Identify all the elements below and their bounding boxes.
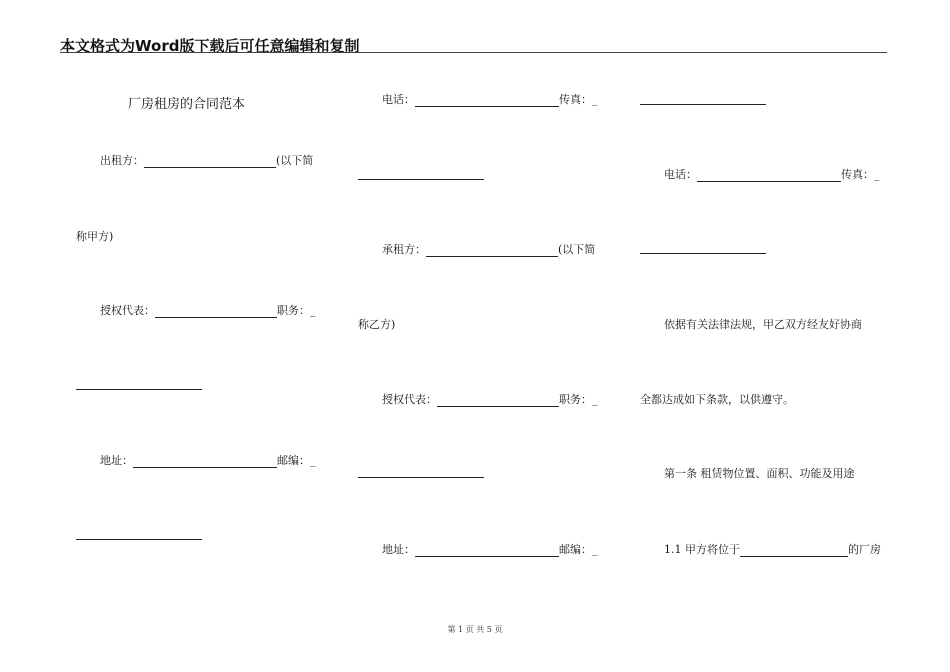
factory-location-blank xyxy=(740,545,848,557)
lessee-suffix: (以下简 xyxy=(558,243,596,256)
postcode-label: 邮编：_ xyxy=(559,543,598,556)
address-label: 地址： xyxy=(382,543,415,556)
lessee-address-line xyxy=(382,543,598,557)
lessee-suffix-continued: 称乙方) xyxy=(358,318,396,331)
phone-label: 电话： xyxy=(664,168,697,181)
address-blank xyxy=(133,456,277,468)
position-label: 职务：_ xyxy=(559,393,598,406)
address-label: 地址： xyxy=(100,454,133,467)
article-one-heading: 第一条 租赁物位置、面积、功能及用途 xyxy=(664,467,855,480)
document-header-title: 本文格式为Word版下载后可任意编辑和复制 xyxy=(60,37,360,55)
fax-label: 传真：_ xyxy=(559,93,598,106)
lessor-auth-rep-line xyxy=(100,304,316,318)
lessor-label: 出租方： xyxy=(100,154,144,167)
lessor-line xyxy=(100,154,313,168)
lessor-suffix-continued: 称甲方) xyxy=(76,230,114,243)
postcode-label: 邮编：_ xyxy=(277,454,316,467)
clause-1-1-suffix: 的厂房 xyxy=(848,543,881,556)
position-continuation-blank xyxy=(358,477,484,478)
postcode-continuation-blank xyxy=(76,539,202,540)
clause-1-1-prefix: 1.1 甲方将位于 xyxy=(664,543,740,556)
clause-1-1-line xyxy=(664,543,881,557)
phone-blank xyxy=(697,170,841,182)
fax-continuation-blank xyxy=(358,179,484,180)
page-footer: 第 1 页 共 5 页 xyxy=(447,625,503,634)
fax-label: 传真：_ xyxy=(841,168,880,181)
auth-rep-blank xyxy=(437,395,559,407)
lessee-blank xyxy=(426,245,558,257)
auth-rep-blank xyxy=(155,306,277,318)
fax-continuation-blank xyxy=(640,253,766,254)
lessee-auth-rep-line xyxy=(382,393,598,407)
phone-blank xyxy=(415,95,559,107)
postcode-continuation-blank xyxy=(640,104,766,105)
lessor-suffix: (以下简 xyxy=(276,154,314,167)
lessee-line xyxy=(382,243,595,257)
intro-paragraph-line2: 全都达成如下条款，以供遵守。 xyxy=(640,393,794,406)
lessee-label: 承租方： xyxy=(382,243,426,256)
auth-rep-label: 授权代表： xyxy=(382,393,437,406)
phone-label: 电话： xyxy=(382,93,415,106)
lessor-blank xyxy=(144,156,276,168)
lessor-address-line xyxy=(100,454,316,468)
lessor-phone-line xyxy=(382,93,598,107)
auth-rep-label: 授权代表： xyxy=(100,304,155,317)
position-label: 职务：_ xyxy=(277,304,316,317)
contract-title: 厂房租房的合同范本 xyxy=(128,97,246,112)
header-divider xyxy=(60,52,887,53)
lessee-phone-line xyxy=(664,168,880,182)
intro-paragraph-line1: 依据有关法律法规，甲乙双方经友好协商 xyxy=(664,318,862,331)
position-continuation-blank xyxy=(76,389,202,390)
address-blank xyxy=(415,545,559,557)
